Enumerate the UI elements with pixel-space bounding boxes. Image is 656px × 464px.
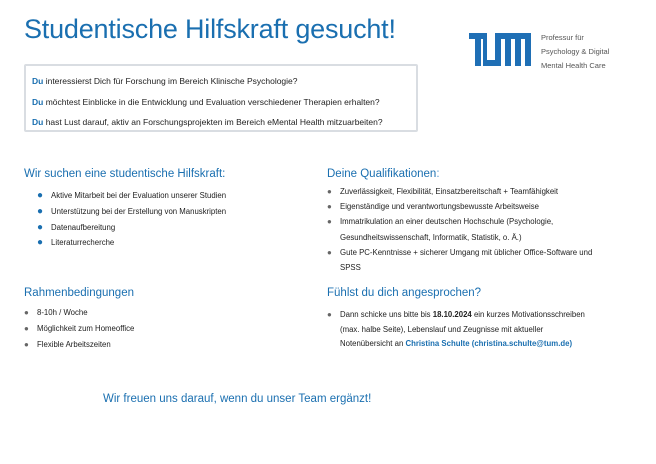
bullet-icon: ● <box>37 221 44 233</box>
bullet-icon: ● <box>24 324 29 333</box>
section-title-wir-suchen: Wir suchen eine studentische Hilfskraft: <box>24 168 226 180</box>
intro-line <box>32 71 408 92</box>
tum-logo-t-stem <box>475 33 481 66</box>
tum-logo-m-right <box>525 33 531 66</box>
list-item: ● Datenaufbereitung <box>37 220 226 236</box>
intro-text: hast Lust darauf, aktiv an Forschungsprojekten im Bereich eMental Health mitzuarbeiten? <box>43 117 383 127</box>
list-item-continuation: Gesundheitswissenschaft, Informatik, Statistik, o. Ä.) <box>340 232 522 242</box>
bullet-icon: ● <box>24 308 29 317</box>
du-highlight: Du <box>32 96 44 107</box>
bullet-icon: ● <box>327 247 332 257</box>
list-item: ● Gute PC-Kenntnisse + sicherer Umgang mit üblicher Office-Software und <box>327 245 592 260</box>
intro-line <box>32 92 408 113</box>
intro-text: interessierst Dich für Forschung im Bereich Klinische Psychologie? <box>43 76 298 86</box>
list-item-continuation: SPSS <box>340 263 361 273</box>
tum-logo <box>469 33 531 66</box>
application-line: (max. halbe Seite), Lebenslauf und Zeugnisse mit aktueller <box>340 324 544 334</box>
section-title-rahmen: Rahmenbedingungen <box>24 287 134 299</box>
list-item: ● Zuverlässigkeit, Flexibilität, Einsatzbereitschaft + Teamfähigkeit <box>327 184 592 199</box>
intro-text: möchtest Einblicke in die Entwicklung und Evaluation verschiedener Therapien erhalten? <box>43 96 380 107</box>
bullet-icon: ● <box>24 340 29 349</box>
application-text <box>327 308 585 352</box>
intro-box <box>24 64 418 132</box>
qualifikationen-list <box>327 184 592 275</box>
contact-email[interactable]: Christina Schulte (christina.schulte@tum.de) <box>405 339 573 349</box>
bullet-icon: ● <box>327 217 332 227</box>
application-line: Notenübersicht an Christina Schulte (christina.schulte@tum.de) <box>340 339 573 349</box>
deadline: 18.10.2024 <box>432 310 472 319</box>
section-title-angesprochen: Fühlst du dich angesprochen? <box>327 287 482 299</box>
rahmen-list <box>24 305 134 353</box>
logo-caption-line: Professur für <box>541 33 584 42</box>
list-item: ● Eigenständige und verantwortungsbewusste Arbeitsweise <box>327 199 592 214</box>
list-item: ● Immatrikulation an einer deutschen Hochschule (Psychologie, <box>327 214 592 229</box>
bullet-icon: ● <box>327 202 332 212</box>
bullet-icon: ● <box>37 190 44 201</box>
bullet-icon: ● <box>37 237 44 249</box>
list-item: ● Unterstützung bei der Erstellung von Manuskripten <box>37 204 226 220</box>
page-title: Studentische Hilfskraft gesucht! <box>24 14 396 44</box>
list-item: ● Literaturrecherche <box>37 235 226 251</box>
section-title-qualifikationen: Deine Qualifikationen: <box>327 168 440 180</box>
bullet-icon: ● <box>327 187 332 196</box>
closing-message: Wir freuen uns darauf, wenn du unser Team ergänzt! <box>103 393 372 405</box>
logo-caption-line: Psychology & Digital <box>541 47 610 56</box>
list-item: ● Möglichkeit zum Homeoffice <box>24 321 134 337</box>
logo-caption <box>541 31 609 73</box>
list-item: ● Aktive Mitarbeit bei der Evaluation unserer Studien <box>37 188 226 204</box>
list-item: ● 8-10h / Woche <box>24 305 134 321</box>
bullet-icon: ● <box>327 310 332 319</box>
tum-logo-m-mid <box>515 33 521 66</box>
du-highlight: Du <box>32 117 44 127</box>
logo-caption-line: Mental Health Care <box>541 61 606 70</box>
wir-suchen-list <box>37 188 226 251</box>
list-item: ● Flexible Arbeitszeiten <box>24 337 134 353</box>
du-highlight: Du <box>32 76 44 86</box>
application-line: Dann schicke uns bitte bis 18.10.2024 ein kurzes Motivationsschreiben <box>340 310 585 319</box>
tum-logo-m-left <box>505 33 511 66</box>
intro-line <box>32 112 408 133</box>
bullet-icon: ● <box>37 205 44 217</box>
